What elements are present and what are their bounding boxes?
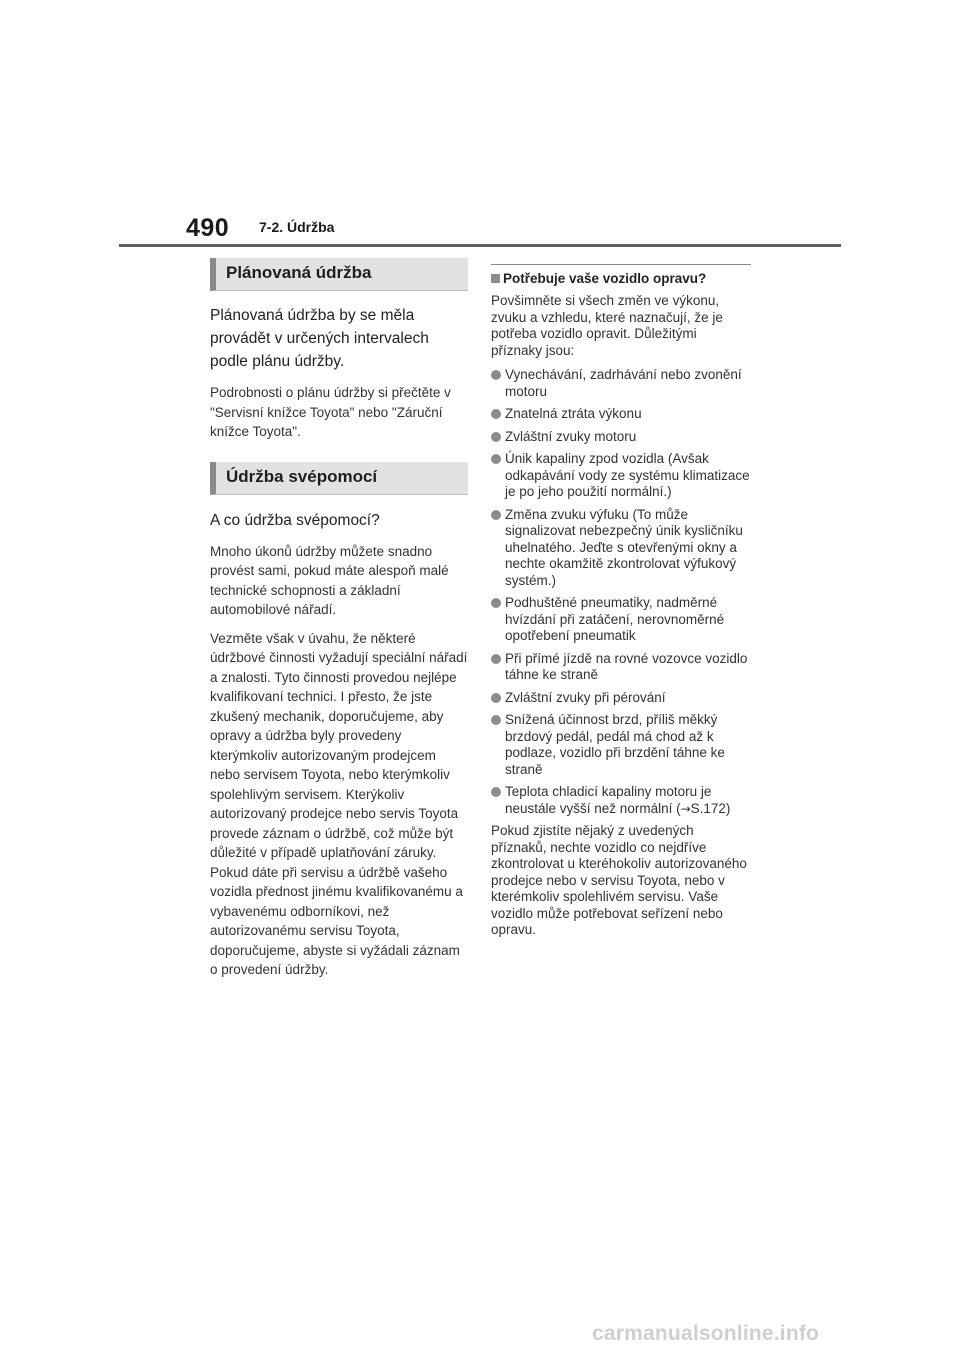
- bullet-dot-icon: [491, 787, 501, 797]
- list-item: Při přímé jízdě na rovné vozovce vozidlo táhne ke straně: [491, 651, 751, 684]
- bullet-dot-icon: [491, 510, 501, 520]
- bullet-dot-icon: [491, 654, 501, 664]
- subheading-text: Potřebuje vaše vozidlo opravu?: [503, 271, 707, 286]
- header-divider: [119, 244, 841, 247]
- symptom-list: [491, 367, 751, 817]
- heading-self-maintenance: Údržba svépomocí: [210, 462, 468, 495]
- left-column: [210, 258, 468, 980]
- bullet-dot-icon: [491, 432, 501, 442]
- heading-planned-maintenance: Plánovaná údržba: [210, 258, 468, 291]
- repair-intro: Povšimněte si všech změn ve výkonu, zvuku a vzhledu, které naznačují, že je potřeba vozidlo opravit. Důležitými příznaky jsou:: [491, 293, 723, 358]
- list-item: Změna zvuku výfuku (To může signalizovat nebezpečný únik kysličníku uhelnatého. Jeďte s otevřenými okny a nechte okamžitě zkontrolovat výfukový systém.): [491, 507, 751, 590]
- page-number: 490: [186, 214, 230, 242]
- list-item: Vynechávání, zadrhávání nebo zvonění motoru: [491, 367, 751, 400]
- bullet-dot-icon: [491, 454, 501, 464]
- bullet-dot-icon: [491, 409, 501, 419]
- lead-planned-maintenance: Plánovaná údržba by se měla provádět v určených intervalech podle plánu údržby.: [210, 307, 429, 370]
- bullet-dot-icon: [491, 598, 501, 608]
- paragraph-self-maintenance-2: Vezměte však v úvahu, že některé údržbové činnosti vyžadují speciální nářadí a znalosti. Tyto činnosti provedou nejlépe kvalifikovaní technici. I přesto, že jste zkušený mechanik, doporučujeme, aby opravy a údržba byly provedeny kterýmkoliv autorizovaným prodejcem nebo servisem Toyota, nebo kterýmkoliv spolehlivým servisem. Kterýkoliv autorizovaný prodejce nebo servis Toyota provede záznam o údržbě, což může být důležité v případě uplatňování záruky. Pokud dáte při servisu a údržbě vašeho vozidla přednost jinému kvalifikovanému a vybavenému odborníkovi, než autorizovanému servisu Toyota, doporučujeme, abyste si vyžádali záznam o provedení údržby.: [210, 630, 468, 977]
- watermark: carmanualsonline.info: [592, 1322, 820, 1345]
- list-item: Zvláštní zvuky motoru: [491, 429, 751, 446]
- repair-outro: Pokud zjistíte nějaký z uvedených příznaků, nechte vozidlo co nejdříve zkontrolovat u kteréhokoliv autorizovaného prodejce nebo v servisu Toyota, nebo v kterémkoliv spolehlivém servisu. Vaše vozidlo může potřebovat seřízení nebo opravu.: [491, 823, 747, 937]
- arrow-right-icon: →: [680, 801, 691, 816]
- list-item: Únik kapaliny zpod vozidla (Avšak odkapávání vody ze systému klimatizace je po jeho použití normální.): [491, 451, 751, 501]
- list-item: Podhuštěné pneumatiky, nadměrné hvízdání při zatáčení, nerovnoměrné opotřebení pneumatik: [491, 595, 751, 645]
- bullet-dot-icon: [491, 370, 501, 380]
- right-column: [491, 264, 751, 939]
- section-title: 7-2. Údržba: [259, 219, 335, 235]
- lead-self-maintenance: A co údržba svépomocí?: [210, 511, 380, 529]
- paragraph-planned-details: Podrobnosti o plánu údržby si přečtěte v "Servisní knížce Toyota" nebo "Záruční knížce Toyota".: [210, 385, 451, 439]
- list-item: Znatelná ztráta výkonu: [491, 406, 751, 423]
- list-item: Snížená účinnost brzd, příliš měkký brzdový pedál, pedál má chod až k podlaze, vozidlo při brzdění táhne ke straně: [491, 712, 751, 778]
- bullet-dot-icon: [491, 715, 501, 725]
- bullet-dot-icon: [491, 693, 501, 703]
- subheading-repair-needed: [491, 264, 751, 287]
- square-bullet-icon: [491, 274, 500, 283]
- list-item: Zvláštní zvuky při pérování: [491, 690, 751, 707]
- paragraph-self-maintenance-1: Mnoho úkonů údržby můžete snadno provést sami, pokud máte alespoň malé technické schopnosti a základní automobilové nářadí.: [210, 543, 449, 617]
- list-item: Teplota chladicí kapaliny motoru je neustále vyšší než normální (→S.172): [491, 784, 751, 817]
- page-reference-link[interactable]: S.172): [690, 800, 731, 816]
